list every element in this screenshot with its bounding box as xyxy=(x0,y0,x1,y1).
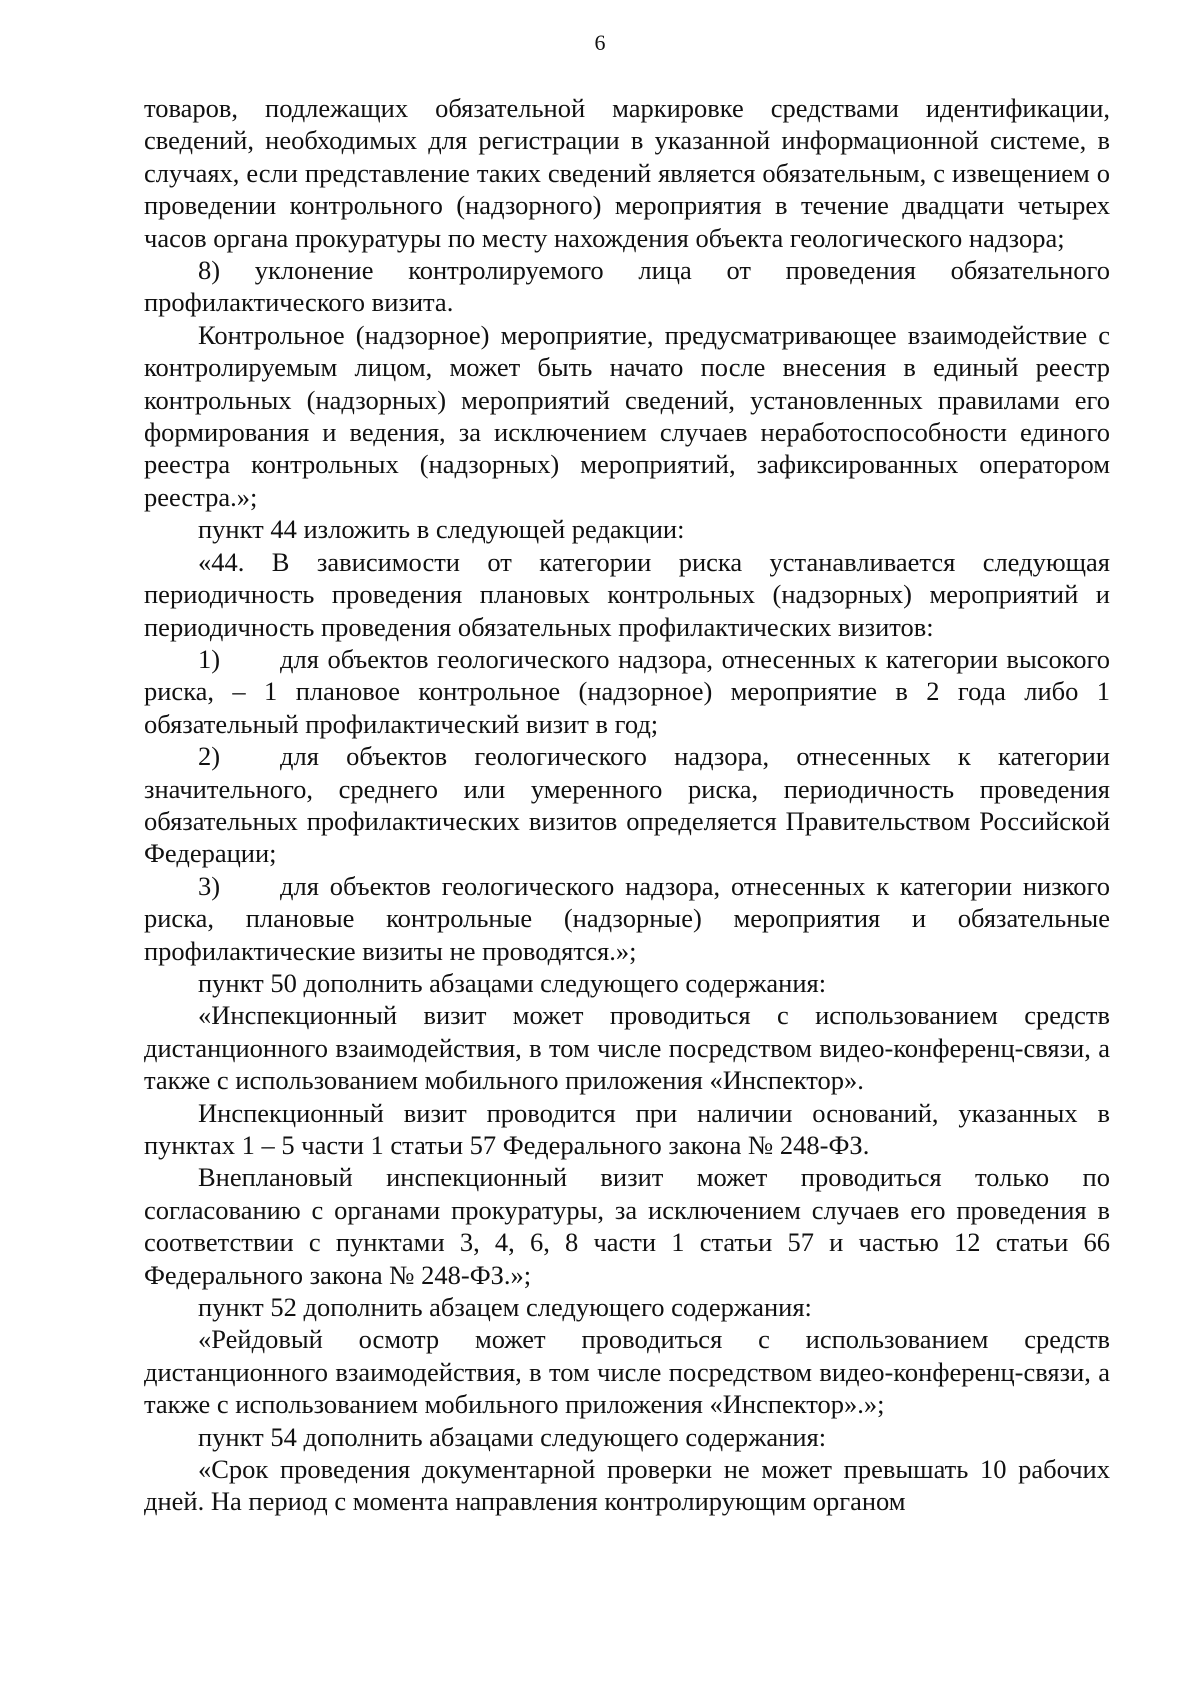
list-item-text: для объектов геологического надзора, отнесенных к категории значительного, среднего или умеренного риска, периодичность проведения обязательных профилактических визитов определяется Правительством Российской Федерации; xyxy=(144,741,1110,869)
paragraph-inspection-grounds: Инспекционный визит проводится при наличии оснований, указанных в пунктах 1 – 5 части 1 статьи 57 Федерального закона № 248-ФЗ. xyxy=(144,1097,1110,1160)
list-item-1 xyxy=(144,643,1110,740)
list-item-text: для объектов геологического надзора, отнесенных к категории высокого риска, – 1 плановое контрольное (надзорное) мероприятие в 2 года либо 1 обязательный профилактический визит в год; xyxy=(144,643,1110,739)
paragraph-unscheduled-inspection: Внеплановый инспекционный визит может проводиться только по согласованию с органами прокуратуры, за исключением случаев его проведения в соответствии с пунктами 3, 4, 6, 8 части 1 статьи 57 и частью 12 статьи 66 Федерального закона № 248-ФЗ.»; xyxy=(144,1162,1110,1290)
paragraph-amend-50: пункт 50 дополнить абзацами следующего содержания: xyxy=(198,967,827,998)
paragraph-raid-inspection: «Рейдовый осмотр может проводиться с использованием средств дистанционного взаимодействия, в том числе посредством видео-конференц-связи, а также с использованием мобильного приложения «Инспектор».»; xyxy=(144,1324,1110,1420)
list-item-number: 3) xyxy=(198,870,221,901)
paragraph-inspection-remote: «Инспекционный визит может проводиться с использованием средств дистанционного взаимодействия, в том числе посредством видео-конференц-связи, а также с использованием мобильного приложения «Инспектор». xyxy=(144,1000,1110,1096)
paragraph-continuation: товаров, подлежащих обязательной маркировке средствами идентификации, сведений, необходимых для регистрации в указанной информационной системе, в случаях, если представление таких сведений является обязательным, с извещением о проведении контрольного (надзорного) мероприятия в течение двадцати четырех часов органа прокуратуры по месту нахождения объекта геологического надзора; xyxy=(144,93,1110,253)
paragraph-point-44: «44. В зависимости от категории риска устанавливается следующая периодичность проведения плановых контрольных (надзорных) мероприятий и периодичность проведения обязательных профилактических визитов: xyxy=(144,546,1110,642)
document-body xyxy=(144,92,1110,1518)
list-item-3 xyxy=(144,870,1110,967)
list-item-text: для объектов геологического надзора, отнесенных к категории низкого риска, плановые контрольные (надзорные) мероприятия и обязательные профилактические визиты не проводятся.»; xyxy=(144,870,1110,966)
paragraph-amend-54: пункт 54 дополнить абзацами следующего содержания: xyxy=(198,1421,827,1452)
list-item-number: 1) xyxy=(198,643,221,674)
paragraph-document-check: «Срок проведения документарной проверки не может превышать 10 рабочих дней. На период с момента направления контролирующим органом xyxy=(144,1454,1110,1517)
paragraph-amend-52: пункт 52 дополнить абзацем следующего содержания: xyxy=(198,1292,812,1323)
paragraph-amend-44: пункт 44 изложить в следующей редакции: xyxy=(198,514,685,545)
list-item-number: 2) xyxy=(198,741,221,772)
paragraph-item-8: 8) уклонение контролируемого лица от проведения обязательного профилактического визита. xyxy=(144,255,1110,318)
list-item-2 xyxy=(144,740,1110,870)
paragraph-control-event: Контрольное (надзорное) мероприятие, предусматривающее взаимодействие с контролируемым лицом, может быть начато после внесения в единый реестр контрольных (надзорных) мероприятий сведений, установленных правилами его формирования и ведения, за исключением случаев неработоспособности единого реестра контрольных (надзорных) мероприятий, зафиксированных оператором реестра.»; xyxy=(144,319,1110,512)
page-number: 6 xyxy=(594,30,606,55)
